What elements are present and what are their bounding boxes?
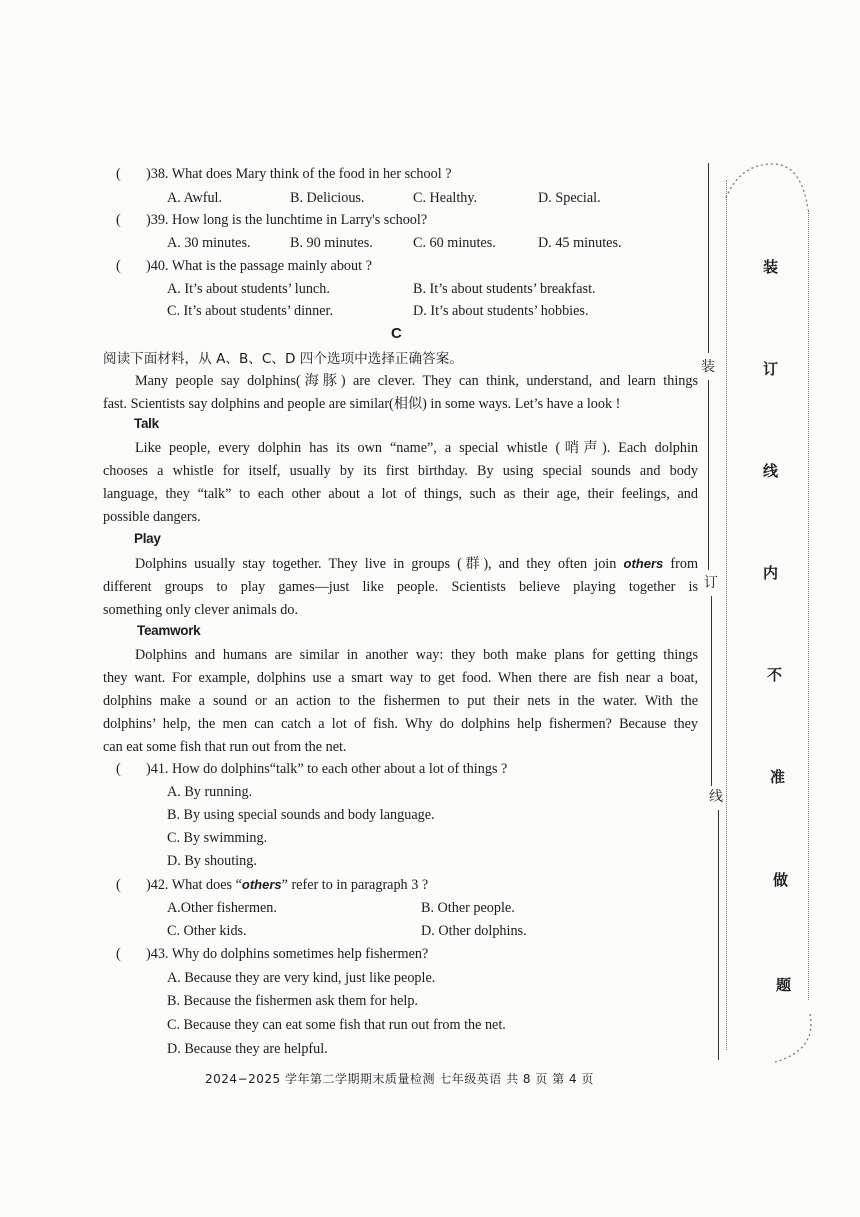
- question-stem: )43. Why do dolphins sometimes help fishermen?: [146, 946, 429, 962]
- text-line: something only clever animals do.: [103, 602, 299, 618]
- text-segment: from: [670, 556, 698, 572]
- side-notice-char: 做: [773, 871, 789, 889]
- question-38: [116, 166, 452, 183]
- text-line: language, they “talk” to each other about a lot of things, such as their age, their feelings, and: [103, 486, 698, 502]
- question-stem: )40. What is the passage mainly about ?: [146, 258, 372, 274]
- option-c: C. 60 minutes.: [413, 235, 496, 251]
- option-d: D. By shouting.: [167, 853, 257, 869]
- question-43: [116, 946, 428, 963]
- answer-paren: (: [116, 258, 121, 274]
- binding-line: [708, 163, 709, 353]
- text-line: fast. Scientists say dolphins and people are similar(相似) in some ways. Let’s have a look !: [103, 396, 621, 412]
- question-stem: )38. What does Mary think of the food in her school ?: [146, 166, 452, 182]
- text-line: [103, 552, 698, 576]
- section-label: C: [391, 325, 402, 342]
- binding-mark: 装: [701, 359, 715, 375]
- option-a: A. Because they are very kind, just like people.: [167, 970, 436, 986]
- option-b: B. Delicious.: [290, 190, 365, 206]
- option-a: A. It’s about students’ lunch.: [167, 281, 330, 297]
- side-notice-char: 准: [770, 768, 786, 786]
- question-39: [116, 212, 427, 229]
- binding-line: [708, 380, 709, 570]
- question-stem: ” refer to in paragraph 3 ?: [281, 877, 429, 893]
- play-paragraph: [103, 552, 698, 622]
- question-40: [116, 258, 372, 275]
- option-d: D. Other dolphins.: [421, 923, 527, 939]
- option-a: A. Awful.: [167, 190, 223, 206]
- option-a: A.Other fishermen.: [167, 900, 277, 916]
- intro-paragraph: [103, 370, 698, 416]
- text-line: Dolphins and humans are similar in another way: they both make plans for getting things: [135, 647, 698, 663]
- answer-paren: (: [116, 212, 121, 228]
- side-notice-char: 内: [763, 564, 779, 582]
- binding-line: [718, 810, 719, 1060]
- option-d: D. Because they are helpful.: [167, 1041, 328, 1057]
- option-c: C. It’s about students’ dinner.: [167, 303, 334, 319]
- page-footer: 2024−2025 学年第二学期期末质量检测 七年级英语 共 8 页 第 4 页: [205, 1072, 594, 1086]
- emphasis-others: others: [623, 556, 664, 571]
- option-b: B. Other people.: [421, 900, 515, 916]
- option-d: D. 45 minutes.: [538, 235, 622, 251]
- heading-teamwork: Teamwork: [137, 623, 201, 638]
- text-line: Like people, every dolphin has its own “name”, a special whistle (哨声). Each dolphin: [135, 440, 698, 456]
- emphasis-others: others: [241, 877, 282, 892]
- text-line: dolphins make a sound or an action to the fishermen to put their nets in the water. With the: [103, 693, 698, 709]
- text-segment: Dolphins usually stay together. They live in groups (群), and they often join: [135, 556, 617, 572]
- option-b: B. It’s about students’ breakfast.: [413, 281, 596, 297]
- text-line: different groups to play games—just like people. Scientists believe playing together is: [103, 579, 698, 595]
- question-stem: )41. How do dolphins“talk” to each other about a lot of things ?: [146, 761, 508, 777]
- instruction: 阅读下面材料，从 A、B、C、D 四个选项中选择正确答案。: [103, 351, 463, 367]
- text-line: they want. For example, dolphins use a smart way to get food. When there are fish near a boat,: [103, 670, 698, 686]
- dotted-line: [808, 210, 809, 1000]
- binding-line: [711, 596, 712, 786]
- option-b: B. 90 minutes.: [290, 235, 373, 251]
- teamwork-paragraph: [103, 644, 698, 759]
- binding-mark: 线: [709, 789, 723, 805]
- side-notice-char: 不: [767, 666, 783, 684]
- text-line: Many people say dolphins(海豚) are clever. They can think, understand, and learn things: [135, 373, 698, 389]
- option-a: A. By running.: [167, 784, 253, 800]
- dotted-arc-bottom: [755, 1010, 835, 1070]
- heading-talk: Talk: [134, 416, 159, 431]
- option-a: A. 30 minutes.: [167, 235, 251, 251]
- option-d: D. It’s about students’ hobbies.: [413, 303, 589, 319]
- option-b: B. Because the fishermen ask them for help.: [167, 993, 418, 1009]
- option-c: C. Healthy.: [413, 190, 478, 206]
- binding-mark: 订: [704, 575, 718, 591]
- dotted-line: [726, 180, 727, 1050]
- option-b: B. By using special sounds and body language.: [167, 807, 435, 823]
- question-stem: )39. How long is the lunchtime in Larry's school?: [146, 212, 428, 228]
- side-notice-char: 装: [763, 258, 779, 276]
- answer-paren: (: [116, 166, 121, 182]
- question-stem: )42. What does “: [146, 877, 242, 893]
- talk-paragraph: [103, 437, 698, 529]
- heading-play: Play: [134, 531, 161, 546]
- dotted-arc-top: [720, 158, 820, 218]
- option-c: C. By swimming.: [167, 830, 268, 846]
- answer-paren: (: [116, 877, 121, 893]
- text-line: dolphins’ help, the men can catch a lot of fish. Why do dolphins help fishermen? Because they: [103, 716, 698, 732]
- text-line: possible dangers.: [103, 509, 201, 525]
- question-42: [116, 877, 428, 894]
- side-notice-char: 线: [763, 462, 779, 480]
- option-d: D. Special.: [538, 190, 601, 206]
- option-c: C. Other kids.: [167, 923, 247, 939]
- text-line: can eat some fish that run out from the net.: [103, 739, 347, 755]
- text-line: chooses a whistle for itself, usually by its first birthday. By using special sounds and body: [103, 463, 698, 479]
- side-notice-char: 题: [776, 976, 792, 994]
- question-41: [116, 761, 507, 778]
- side-notice-char: 订: [763, 360, 779, 378]
- option-c: C. Because they can eat some fish that run out from the net.: [167, 1017, 506, 1033]
- answer-paren: (: [116, 761, 121, 777]
- answer-paren: (: [116, 946, 121, 962]
